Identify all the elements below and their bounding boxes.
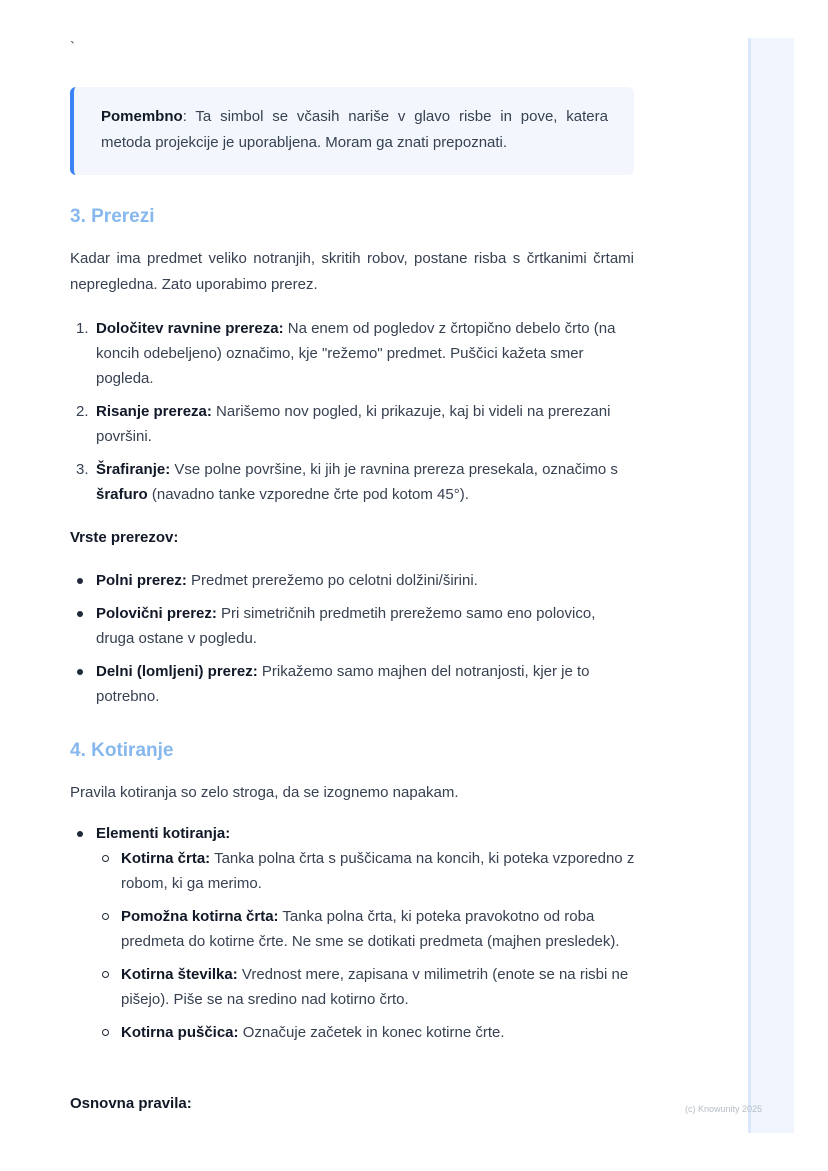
type-label: Delni (lomljeni) prerez: xyxy=(96,663,258,680)
callout-text: : Ta simbol se včasih nariše v glavo risbe in pove, katera metoda projekcije je uporabljena. Moram ga znati prepoznati. xyxy=(101,108,608,151)
list-item xyxy=(70,821,635,1045)
list-item xyxy=(70,1020,635,1045)
element-text: Tanka polna črta, ki poteka pravokotno od roba predmeta do kotirne črte. Ne sme se dotikati predmeta (majhen presledek). xyxy=(121,908,620,950)
list-item xyxy=(70,457,635,507)
section-title-prerezi: 3. Prerezi xyxy=(70,206,155,227)
page-sidebar xyxy=(748,38,794,1133)
step-label: Šrafiranje: xyxy=(96,461,171,478)
list-item xyxy=(70,568,635,593)
circle-bullet-icon xyxy=(102,855,109,862)
elements-sublist xyxy=(70,846,635,1045)
list-number: 3. xyxy=(76,461,89,478)
element-text: Označuje začetek in konec kotirne črte. xyxy=(238,1024,505,1041)
important-callout xyxy=(70,87,634,175)
circle-bullet-icon xyxy=(102,1029,109,1036)
list-number: 2. xyxy=(76,403,89,420)
watermark: (c) Knowunity 2025 xyxy=(685,1104,763,1114)
element-text: Vrednost mere, zapisana v milimetrih (enote se na risbi ne pišejo). Piše se na sredino nad kotirno črto. xyxy=(121,966,629,1008)
step-text: Vse polne površine, ki jih je ravnina prereza presekala, označimo s xyxy=(170,461,618,478)
stray-mark: ` xyxy=(70,39,75,56)
type-text: Pri simetričnih predmetih prerežemo samo eno polovico, druga ostane v pogledu. xyxy=(96,605,596,647)
rules-heading: Osnovna pravila: xyxy=(70,1095,192,1112)
bullet-icon xyxy=(77,831,83,837)
section-steps-list xyxy=(70,316,635,507)
list-item xyxy=(70,904,635,954)
callout-label: Pomembno xyxy=(101,108,183,125)
section-title-kotiranje: 4. Kotiranje xyxy=(70,740,174,761)
list-item xyxy=(70,962,635,1012)
circle-bullet-icon xyxy=(102,913,109,920)
step-emphasis: šrafuro xyxy=(96,486,148,503)
type-text: Predmet prerežemo po celotni dolžini/širini. xyxy=(186,572,478,589)
bullet-icon xyxy=(77,669,83,675)
list-item xyxy=(70,399,635,449)
elements-list xyxy=(70,821,635,1045)
element-label: Kotirna puščica: xyxy=(121,1024,239,1041)
step-text: Na enem od pogledov z črtopično debelo črto (na koncih odebeljeno) označimo, kje "režemo" predmet. Puščici kažeta smer pogleda. xyxy=(96,320,616,387)
step-label: Risanje prereza: xyxy=(96,403,212,420)
bullet-icon xyxy=(77,578,83,584)
types-list xyxy=(70,568,635,709)
bullet-icon xyxy=(77,611,83,617)
type-label: Polni prerez: xyxy=(96,572,187,589)
step-text: Narišemo nov pogled, ki prikazuje, kaj bi videli na prerezani površini. xyxy=(96,403,611,445)
list-number: 1. xyxy=(76,320,89,337)
types-heading: Vrste prerezov: xyxy=(70,529,179,546)
type-text: Prikažemo samo majhen del notranjosti, kjer je to potrebno. xyxy=(96,663,590,705)
list-item xyxy=(70,316,635,391)
elements-heading: Elementi kotiranja: xyxy=(96,825,231,842)
element-text: Tanka polna črta s puščicama na koncih, ki poteka vzporedno z robom, ki ga merimo. xyxy=(121,850,635,892)
section-intro-prerezi: Kadar ima predmet veliko notranjih, skritih robov, postane risba s črtkanimi črtami nepregledna. Zato uporabimo prerez. xyxy=(70,250,634,293)
list-item xyxy=(70,846,635,896)
list-item xyxy=(70,659,635,709)
step-text: (navadno tanke vzporedne črte pod kotom 45°). xyxy=(147,486,469,503)
element-label: Kotirna številka: xyxy=(121,966,238,983)
section-intro-kotiranje: Pravila kotiranja so zelo stroga, da se izognemo napakam. xyxy=(70,784,459,801)
step-label: Določitev ravnine prereza: xyxy=(96,320,284,337)
type-label: Polovični prerez: xyxy=(96,605,217,622)
circle-bullet-icon xyxy=(102,971,109,978)
element-label: Pomožna kotirna črta: xyxy=(121,908,279,925)
list-item xyxy=(70,601,635,651)
element-label: Kotirna črta: xyxy=(121,850,211,867)
